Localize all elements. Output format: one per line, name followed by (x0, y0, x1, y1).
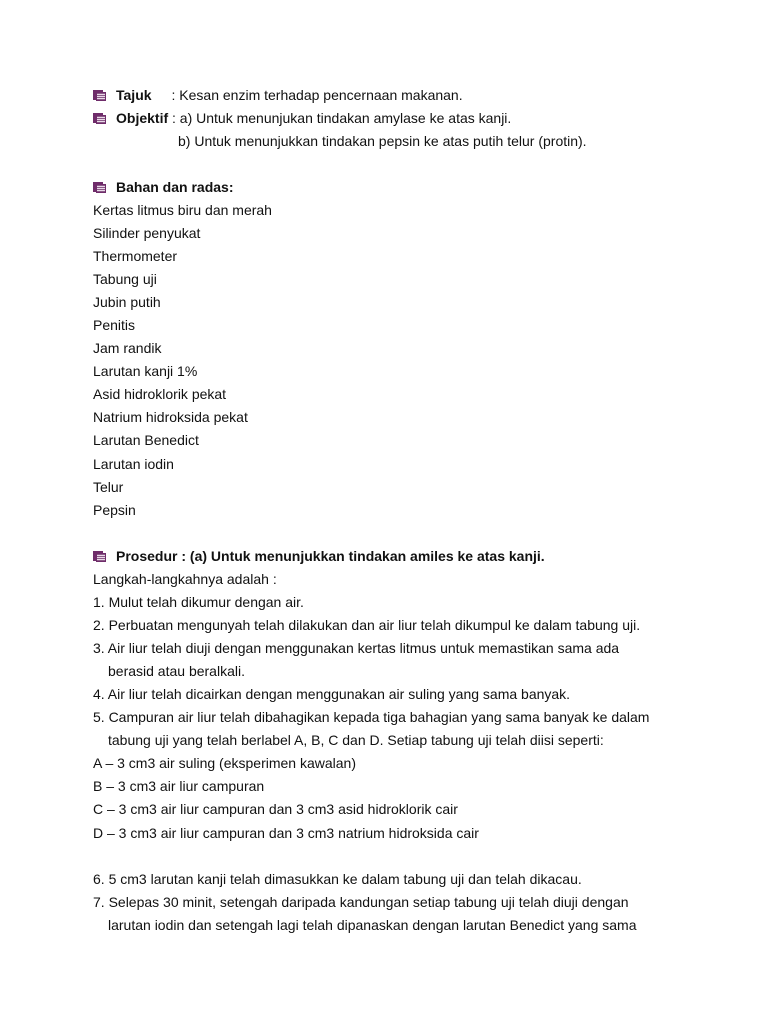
tajuk-line (93, 86, 463, 104)
list-item: Pepsin (93, 502, 136, 518)
list-item: Thermometer (93, 248, 178, 264)
bullet-icon (93, 89, 107, 101)
bahan-heading: Bahan dan radas: (116, 179, 234, 195)
objektif-line (93, 109, 511, 127)
step-line: 7. Selepas 30 minit, setengah daripada kandungan setiap tabung uji telah diuji dengan (93, 894, 629, 910)
objektif-b: b) Untuk menunjukkan tindakan pepsin ke atas putih telur (protin). (178, 133, 587, 149)
list-item: Asid hidroklorik pekat (93, 386, 227, 402)
step-line: tabung uji yang telah berlabel A, B, C dan D. Setiap tabung uji telah diisi seperti: (108, 732, 604, 748)
list-item: Larutan Benedict (93, 432, 199, 448)
list-item: Telur (93, 479, 124, 495)
step-line: 2. Perbuatan mengunyah telah dilakukan dan air liur telah dikumpul ke dalam tabung uji. (93, 617, 641, 633)
list-item: Natrium hidroksida pekat (93, 409, 248, 425)
prosedur-heading: Prosedur : (a) Untuk menunjukkan tindakan amiles ke atas kanji. (116, 548, 545, 564)
step-line: 4. Air liur telah dicairkan dengan menggunakan air suling yang sama banyak. (93, 686, 571, 702)
step-line: A – 3 cm3 air suling (eksperimen kawalan) (93, 755, 357, 771)
bullet-icon (93, 181, 107, 193)
list-item: Tabung uji (93, 271, 157, 287)
step-line: 3. Air liur telah diuji dengan menggunakan kertas litmus untuk memastikan sama ada (93, 640, 620, 656)
list-item: Jubin putih (93, 294, 161, 310)
list-item: Jam randik (93, 340, 162, 356)
tajuk-label: Tajuk (116, 87, 152, 103)
list-item: Kertas litmus biru dan merah (93, 202, 272, 218)
step-line: C – 3 cm3 air liur campuran dan 3 cm3 asid hidroklorik cair (93, 801, 458, 817)
step-line: D – 3 cm3 air liur campuran dan 3 cm3 natrium hidroksida cair (93, 825, 479, 841)
list-item: Penitis (93, 317, 136, 333)
list-item: Larutan iodin (93, 456, 174, 472)
prosedur-heading-line (93, 547, 545, 565)
step-line: berasid atau beralkali. (108, 663, 245, 679)
bullet-icon (93, 550, 107, 562)
step-line: 6. 5 cm3 larutan kanji telah dimasukkan ke dalam tabung uji dan telah dikacau. (93, 871, 582, 887)
objektif-a: : a) Untuk menunjukan tindakan amylase ke atas kanji. (172, 110, 512, 126)
tajuk-text: : Kesan enzim terhadap pencernaan makanan. (171, 87, 463, 103)
list-item: Larutan kanji 1% (93, 363, 198, 379)
prosedur-intro: Langkah-langkahnya adalah : (93, 571, 277, 587)
list-item: Silinder penyukat (93, 225, 201, 241)
bahan-heading-line (93, 178, 233, 196)
bullet-icon (93, 112, 107, 124)
objektif-label: Objektif (116, 110, 169, 126)
step-line: larutan iodin dan setengah lagi telah dipanaskan dengan larutan Benedict yang sama (108, 917, 637, 933)
step-line: B – 3 cm3 air liur campuran (93, 778, 265, 794)
step-line: 5. Campuran air liur telah dibahagikan kepada tiga bahagian yang sama banyak ke dalam (93, 709, 650, 725)
step-line: 1. Mulut telah dikumur dengan air. (93, 594, 304, 610)
